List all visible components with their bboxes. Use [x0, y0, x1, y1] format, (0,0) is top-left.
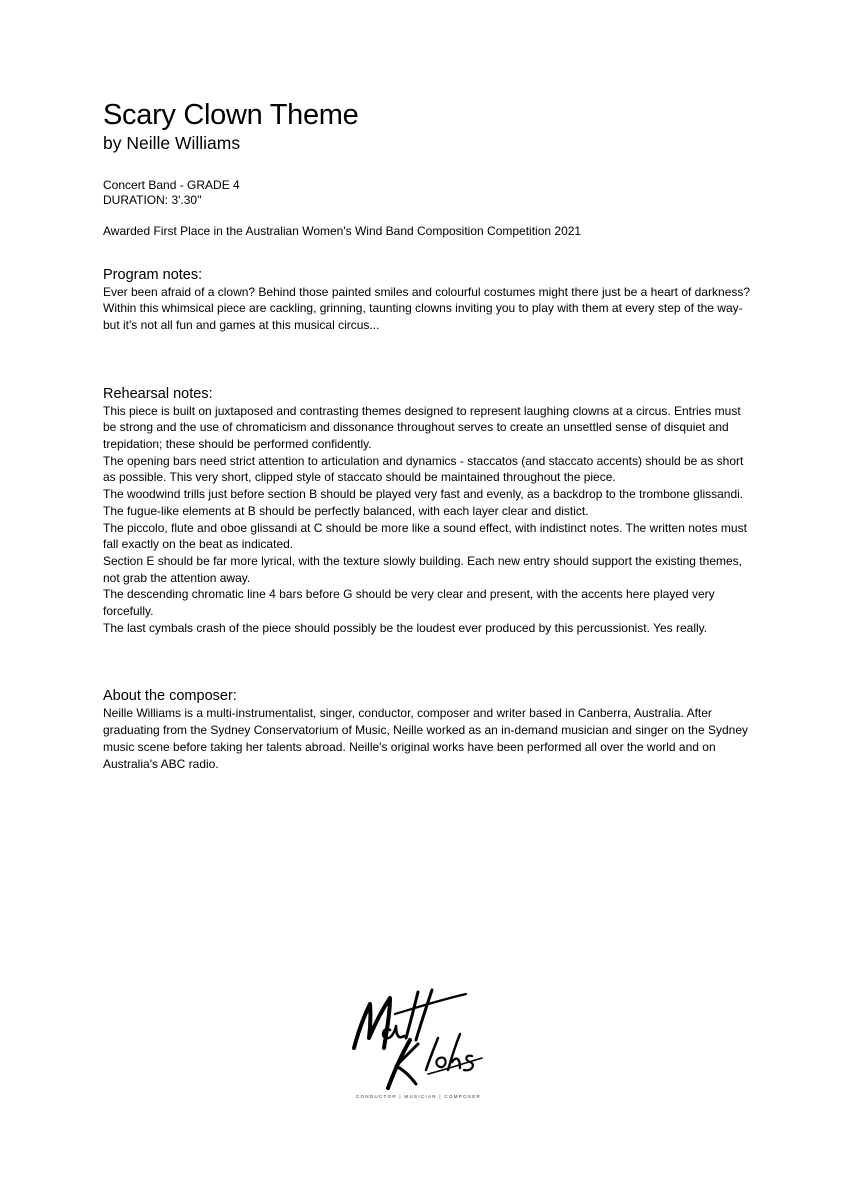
about-composer-paragraph: Neille Williams is a multi-instrumentalist, singer, conductor, composer and writer based in Canberra, Australia. After graduating from the Sydney Conservatorium of Music, Neille worked as an in-demand musician and singer on the Sydney music scene before taking her talents abroad. Neille's original works have been performed all over the world and on Australia's ABC radio.	[103, 706, 748, 771]
about-composer-body	[103, 705, 753, 772]
rehearsal-notes-paragraph: The last cymbals crash of the piece should possibly be the loudest ever produced by this percussionist. Yes really.	[103, 620, 708, 635]
rehearsal-notes-paragraph: The piccolo, flute and oboe glissandi at C should be more like a sound effect, with indistinct notes. The written notes must fall exactly on the beat as indicated.	[103, 520, 747, 552]
award-statement: Awarded First Place in the Australian Women's Wind Band Composition Competition 2021	[103, 224, 582, 238]
about-composer-section	[103, 688, 753, 772]
rehearsal-notes-paragraph: Section E should be far more lyrical, with the texture slowly building. Each new entry should support the existing themes, not grab the attention away.	[103, 553, 742, 585]
rehearsal-notes-paragraph: The descending chromatic line 4 bars before G should be very clear and present, with the accents here played very forcefully.	[103, 587, 715, 619]
rehearsal-notes-paragraph: This piece is built on juxtaposed and contrasting themes designed to represent laughing clowns at a circus. Entries must be strong and the use of chromaticism and dissonance throughout serves to create an unsettled sense of disquiet and trepidation; these should be performed confidently.	[103, 403, 741, 452]
duration: DURATION: 3'.30''	[103, 192, 202, 207]
rehearsal-notes-body	[103, 403, 753, 637]
program-notes-heading: Program notes:	[103, 266, 203, 283]
rehearsal-notes-paragraph: The woodwind trills just before section B should be played very fast and evenly, as a backdrop to the trombone glissandi.	[103, 487, 744, 502]
about-composer-heading: About the composer:	[103, 688, 237, 705]
program-notes-paragraph: Ever been afraid of a clown? Behind those painted smiles and colourful costumes might there just be a heart of darkness? Within this whimsical piece are cackling, grinning, taunting clowns inviting you to play with them at every step of the way- but it's not all fun and games at this musical circus...	[103, 284, 751, 332]
ensemble-grade: Concert Band - GRADE 4	[103, 178, 240, 192]
composer-byline: by Neille Williams	[103, 133, 241, 153]
rehearsal-notes-heading: Rehearsal notes:	[103, 385, 213, 402]
program-notes-body	[103, 284, 753, 334]
rehearsal-notes-paragraph: The opening bars need strict attention to articulation and dynamics - staccatos (and staccato accents) should be as short as possible. This very short, clipped style of staccato should be maintained throughout the piece.	[103, 453, 744, 485]
rehearsal-notes-section	[103, 386, 753, 637]
rehearsal-notes-paragraph: The fugue-like elements at B should be perfectly balanced, with each layer clear and distict.	[103, 503, 589, 518]
document-page	[103, 98, 753, 772]
piece-metadata	[103, 178, 753, 207]
logo-tagline: CONDUCTOR | MUSICIAN | COMPOSER	[356, 1094, 482, 1099]
signature-logo	[340, 978, 490, 1106]
program-notes-section	[103, 267, 753, 334]
document-title: Scary Clown Theme	[103, 99, 359, 131]
